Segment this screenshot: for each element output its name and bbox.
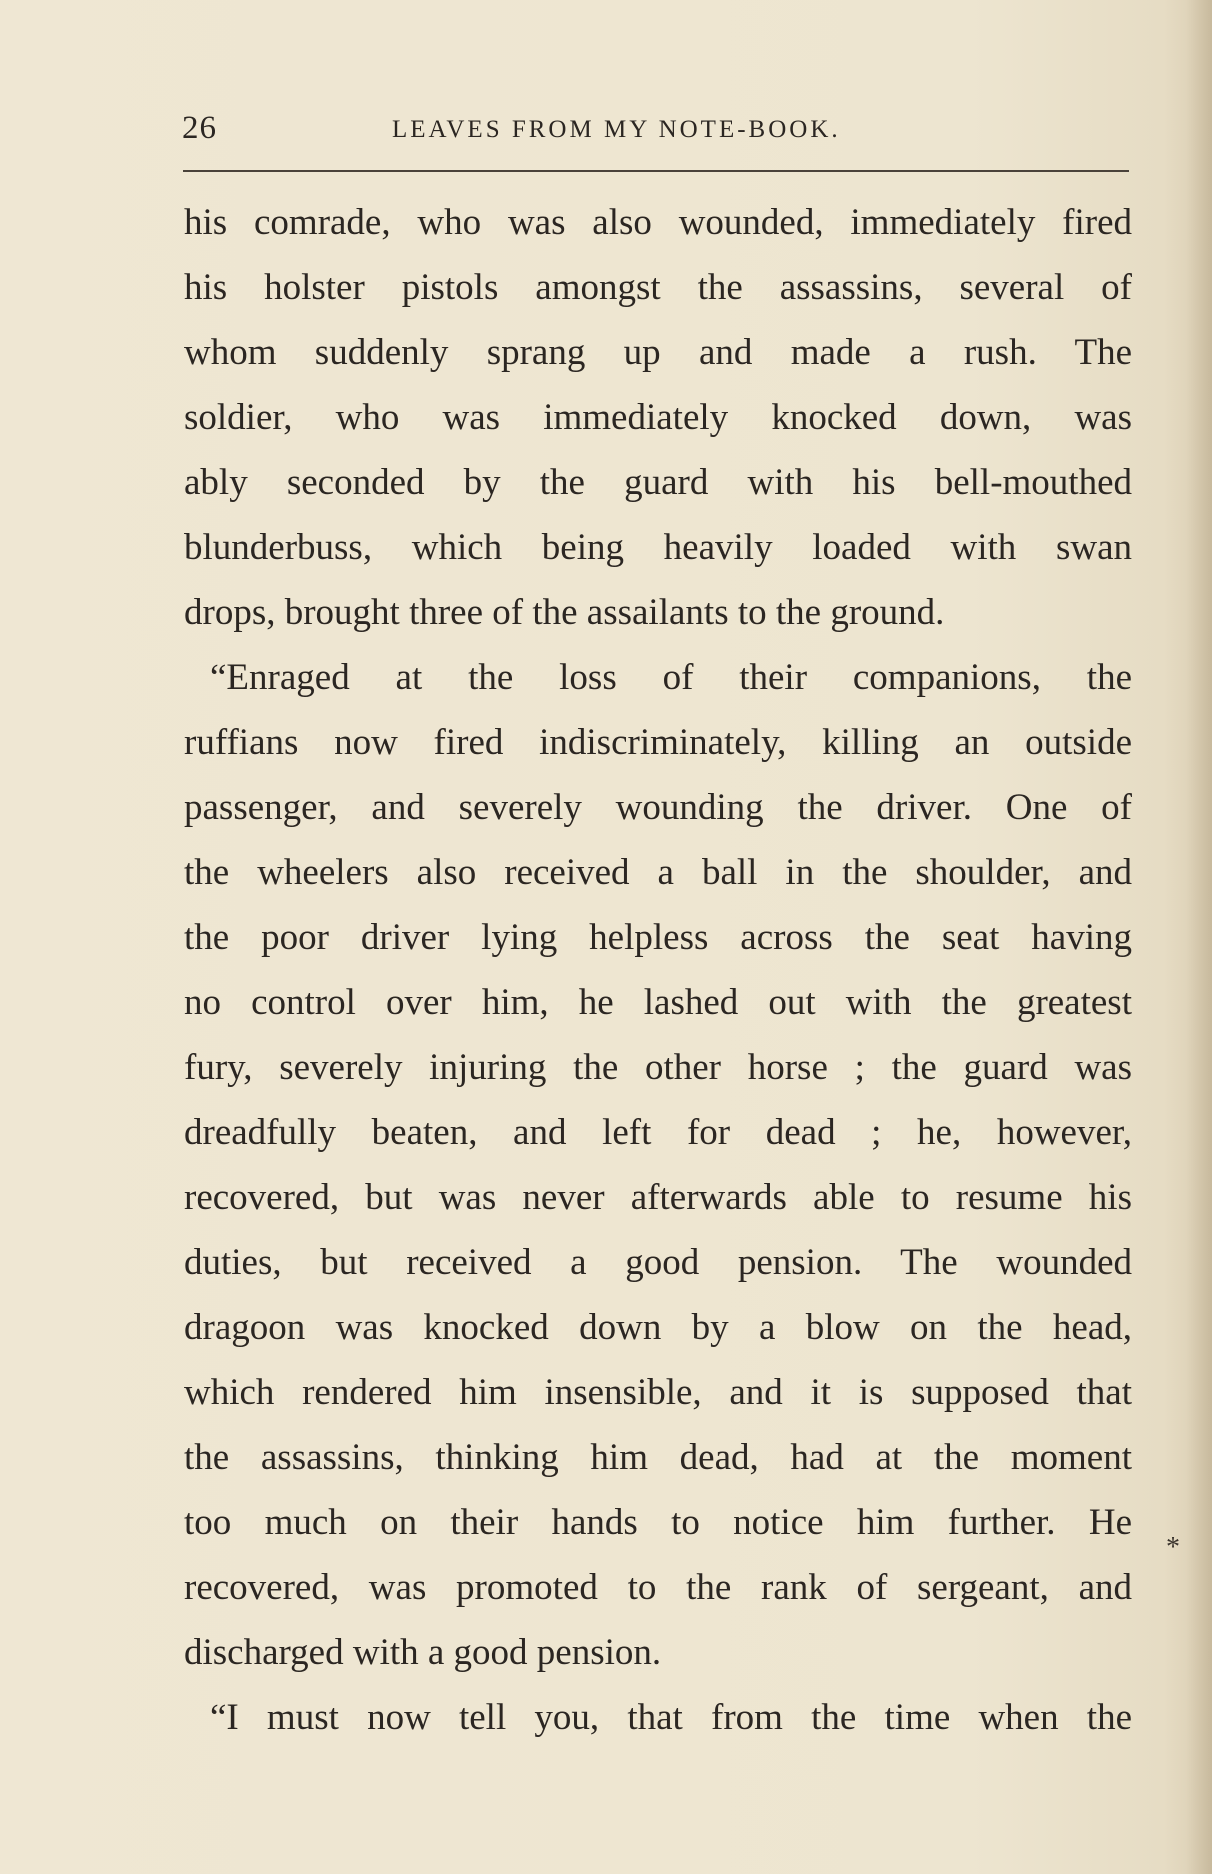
- header-rule: [183, 170, 1129, 172]
- text-line: his holster pistols amongst the assassins, several of: [184, 267, 1132, 308]
- text-line: no control over him, he lashed out with the greatest: [184, 982, 1132, 1023]
- text-line: discharged with a good pension.: [184, 1632, 662, 1673]
- running-title: LEAVES FROM MY NOTE-BOOK.: [392, 116, 841, 143]
- margin-mark: *: [1166, 1532, 1180, 1563]
- text-line: recovered, but was never afterwards able to resume his: [184, 1177, 1132, 1218]
- text-line: too much on their hands to notice him further. He: [184, 1502, 1132, 1543]
- text-line: blunderbuss, which being heavily loaded with swan: [184, 527, 1132, 568]
- page-number: 26: [182, 110, 217, 146]
- text-line: the poor driver lying helpless across the seat having: [184, 917, 1132, 958]
- body-text: [184, 190, 1132, 1750]
- text-line: fury, severely injuring the other horse ; the guard was: [184, 1047, 1132, 1088]
- text-line: duties, but received a good pension. The wounded: [184, 1242, 1132, 1283]
- text-line: recovered, was promoted to the rank of sergeant, and: [184, 1567, 1132, 1608]
- text-line: his comrade, who was also wounded, immediately fired: [184, 202, 1132, 243]
- text-line: “I must now tell you, that from the time when the: [210, 1697, 1132, 1738]
- running-head: [182, 110, 1132, 150]
- text-line: the wheelers also received a ball in the shoulder, and: [184, 852, 1132, 893]
- text-line: dreadfully beaten, and left for dead ; he, however,: [184, 1112, 1132, 1153]
- text-line: dragoon was knocked down by a blow on the head,: [184, 1307, 1132, 1348]
- text-line: which rendered him insensible, and it is supposed that: [184, 1372, 1132, 1413]
- text-line: ruffians now fired indiscriminately, killing an outside: [184, 722, 1132, 763]
- text-line: soldier, who was immediately knocked down, was: [184, 397, 1132, 438]
- text-line: “Enraged at the loss of their companions, the: [210, 657, 1132, 698]
- text-line: whom suddenly sprang up and made a rush. The: [184, 332, 1132, 373]
- page-edge-shadow: [1186, 0, 1212, 1874]
- text-line: passenger, and severely wounding the driver. One of: [184, 787, 1132, 828]
- text-line: ably seconded by the guard with his bell-mouthed: [184, 462, 1132, 503]
- text-line: drops, brought three of the assailants to the ground.: [184, 592, 945, 633]
- text-line: the assassins, thinking him dead, had at the moment: [184, 1437, 1132, 1478]
